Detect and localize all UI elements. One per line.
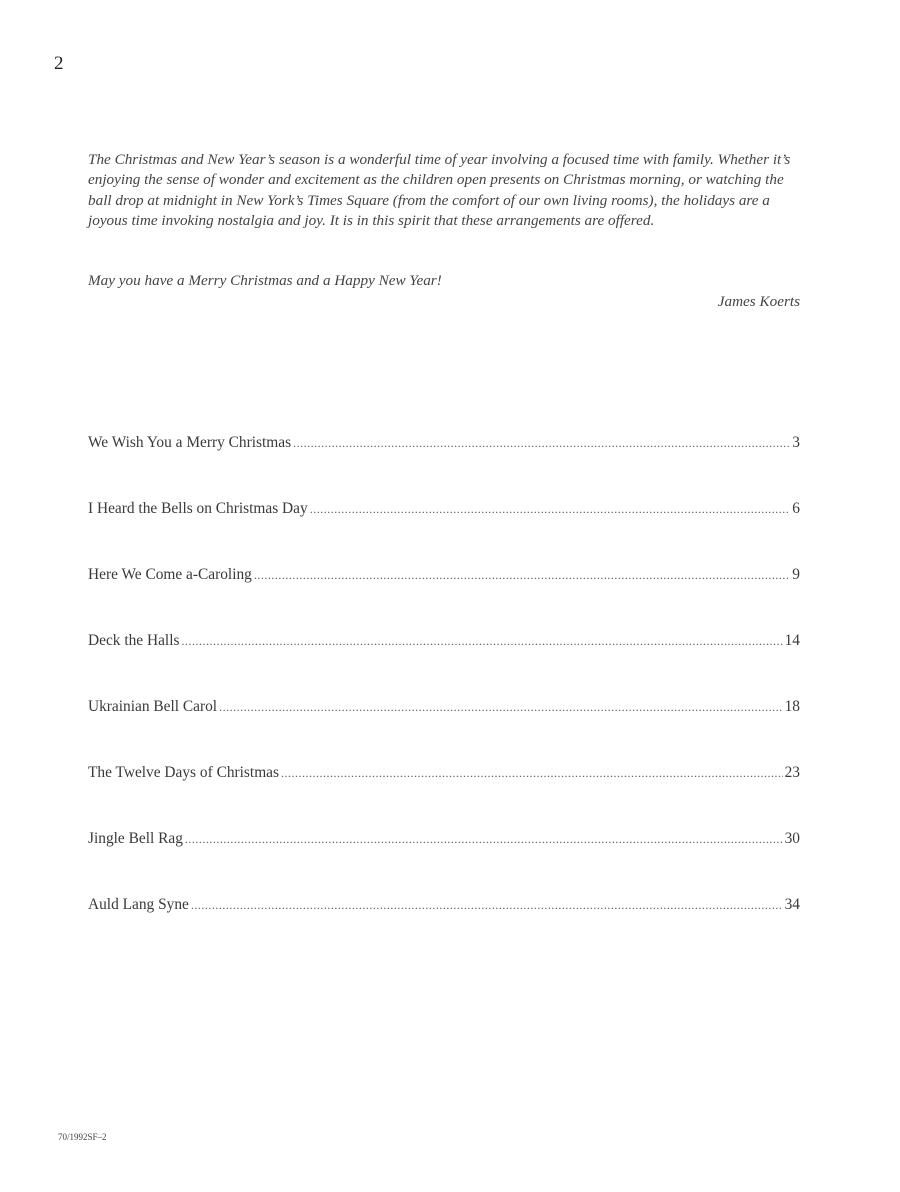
toc-title: We Wish You a Merry Christmas xyxy=(88,434,292,451)
toc-title: Auld Lang Syne xyxy=(88,896,189,913)
toc-page: 30 xyxy=(784,830,800,847)
toc-leader xyxy=(219,697,783,717)
toc-entry xyxy=(88,697,800,763)
page-number: 2 xyxy=(54,53,64,74)
toc-entry xyxy=(88,565,800,631)
toc-entry xyxy=(88,631,800,697)
table-of-contents xyxy=(88,433,800,961)
toc-page: 14 xyxy=(784,632,800,649)
intro-section xyxy=(88,150,800,231)
toc-page: 18 xyxy=(784,698,800,715)
toc-page: 23 xyxy=(784,764,800,781)
toc-page: 6 xyxy=(792,500,800,517)
toc-title: Jingle Bell Rag xyxy=(88,830,183,847)
toc-page: 34 xyxy=(784,896,800,913)
toc-leader xyxy=(281,763,783,783)
intro-paragraph: The Christmas and New Year’s season is a wonderful time of year involving a focused time with family. Whether it’s enjoying the sense of wonder and excitement as the children open presents on Christmas morning, or watching the ball drop at midnight in New York’s Times Square (from the comfort of our own living rooms), the holidays are a joyous time invoking nostalgia and joy. It is in this spirit that these arrangements are offered. xyxy=(88,151,791,229)
toc-entry xyxy=(88,433,800,499)
toc-title: I Heard the Bells on Christmas Day xyxy=(88,500,308,517)
closing-line: May you have a Merry Christmas and a Happy New Year! xyxy=(88,272,442,289)
toc-title: Here We Come a-Caroling xyxy=(88,566,252,583)
toc-leader xyxy=(191,895,783,915)
toc-page: 9 xyxy=(792,566,800,583)
toc-title: Deck the Halls xyxy=(88,632,180,649)
toc-entry xyxy=(88,895,800,961)
catalog-number: 70/1992SF–2 xyxy=(58,1132,107,1142)
toc-leader xyxy=(310,499,791,519)
toc-entry xyxy=(88,829,800,895)
toc-leader xyxy=(181,631,782,651)
toc-entry xyxy=(88,499,800,565)
toc-entry xyxy=(88,763,800,829)
toc-leader xyxy=(254,565,790,585)
toc-leader xyxy=(185,829,783,849)
signature: James Koerts xyxy=(717,293,800,310)
toc-title: Ukrainian Bell Carol xyxy=(88,698,218,715)
toc-page: 3 xyxy=(792,434,800,451)
toc-title: The Twelve Days of Christmas xyxy=(88,764,279,781)
toc-leader xyxy=(293,433,790,453)
